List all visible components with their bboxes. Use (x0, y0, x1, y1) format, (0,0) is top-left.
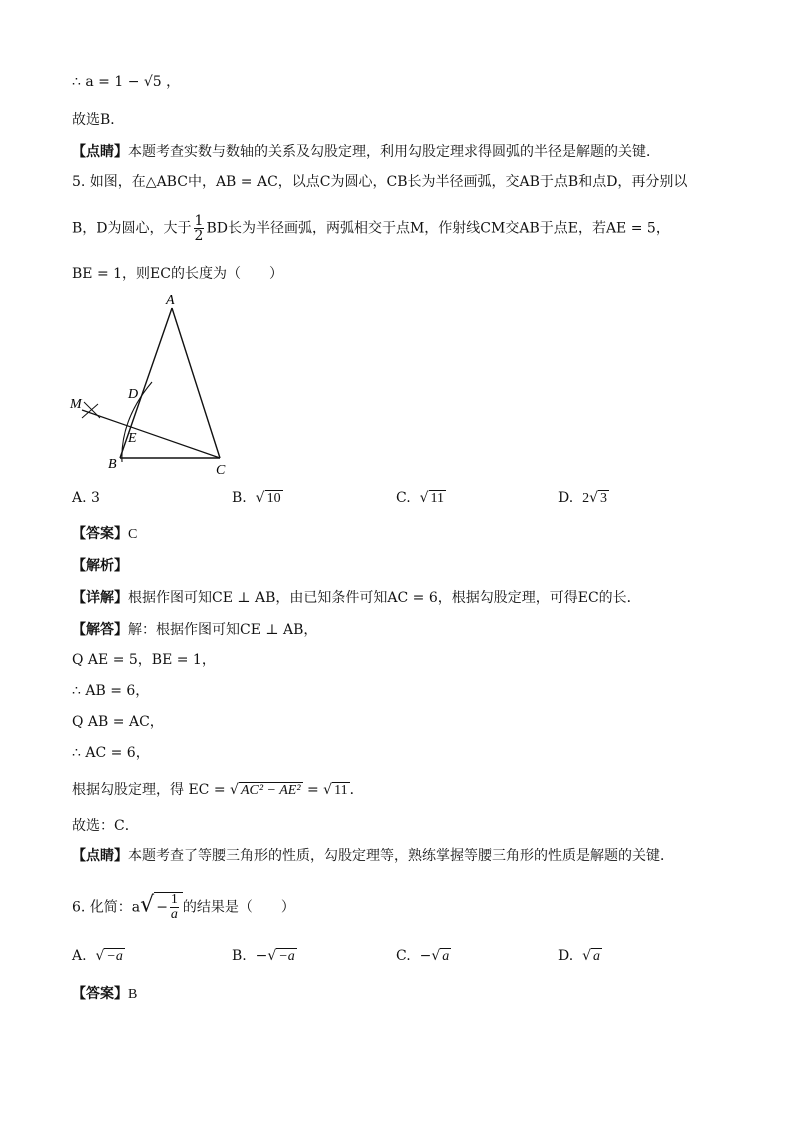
step-3: Q AB = AC， (72, 714, 164, 730)
step-1: Q AE = 5，BE = 1， (72, 652, 216, 668)
q6-option-b: B. −√ −a (232, 948, 295, 964)
commentary-line: 【点睛】本题考查实数与数轴的关系及勾股定理，利用勾股定理求得圆弧的半径是解题的关键． (72, 144, 660, 160)
option-a: A. 3 (72, 490, 100, 506)
step-2: ∴ AB = 6， (72, 683, 150, 699)
step-6: 故选：C． (72, 818, 139, 834)
question-5-line-1: 5. 如图，在△ABC中，AB = AC，以点C为圆心，CB长为半径画弧，交AB于点B和点D，再分别以 (72, 174, 688, 190)
choice-line: 故选B． (72, 112, 125, 128)
option-c: C. √ 11 (396, 490, 444, 506)
note-line: 【点睛】本题考查了等腰三角形的性质，勾股定理等，熟练掌握等腰三角形的性质是解题的关键． (72, 848, 674, 864)
q6-option-c: C. −√ a (396, 948, 450, 964)
answer-line: 【答案】C (72, 526, 138, 542)
label-d: D (128, 387, 139, 402)
question-5-line-2: B，D为圆心，大于 $\frac{1}{2}$ BD长为半径画弧，两弧相交于点M，作射线CM交AB于点E，若AE = 5， (72, 213, 670, 244)
analysis-heading: 【解析】 (72, 558, 128, 574)
label-e: E (128, 431, 137, 446)
q6-option-d: D. √ a (558, 948, 601, 964)
label-c: C (216, 463, 226, 478)
side-ac (172, 308, 220, 458)
question-6-line: 6. 化简：a√ − $\frac{1}{a}$ 的结果是（ ） (72, 892, 295, 922)
conclusion-line: ∴ a = 1 − √5 ， (72, 74, 181, 90)
option-b: B. √ 10 (232, 490, 281, 506)
answer-2-line: 【答案】B (72, 986, 138, 1002)
step-4: ∴ AC = 6， (72, 745, 150, 761)
label-b: B (108, 457, 117, 472)
label-a: A (166, 293, 175, 308)
label-m: M (70, 397, 82, 412)
question-5-line-3: BE = 1，则EC的长度为（ ） (72, 266, 283, 282)
fraction-half: $\frac{1}{2}$ (194, 213, 204, 244)
q6-option-a: A. √ −a (72, 948, 123, 964)
ray-cm (82, 410, 220, 458)
triangle-figure (60, 290, 240, 480)
solution-line: 【解答】解：根据作图可知CE ⊥ AB， (72, 622, 318, 638)
detail-line: 【详解】根据作图可知CE ⊥ AB，由已知条件可知AC = 6，根据勾股定理，可得EC的长． (72, 590, 641, 606)
option-d: D. 2√ 3 (558, 490, 608, 506)
step-5: 根据勾股定理，得 EC = √ AC² − AE² = √ 11 ． (72, 782, 364, 798)
